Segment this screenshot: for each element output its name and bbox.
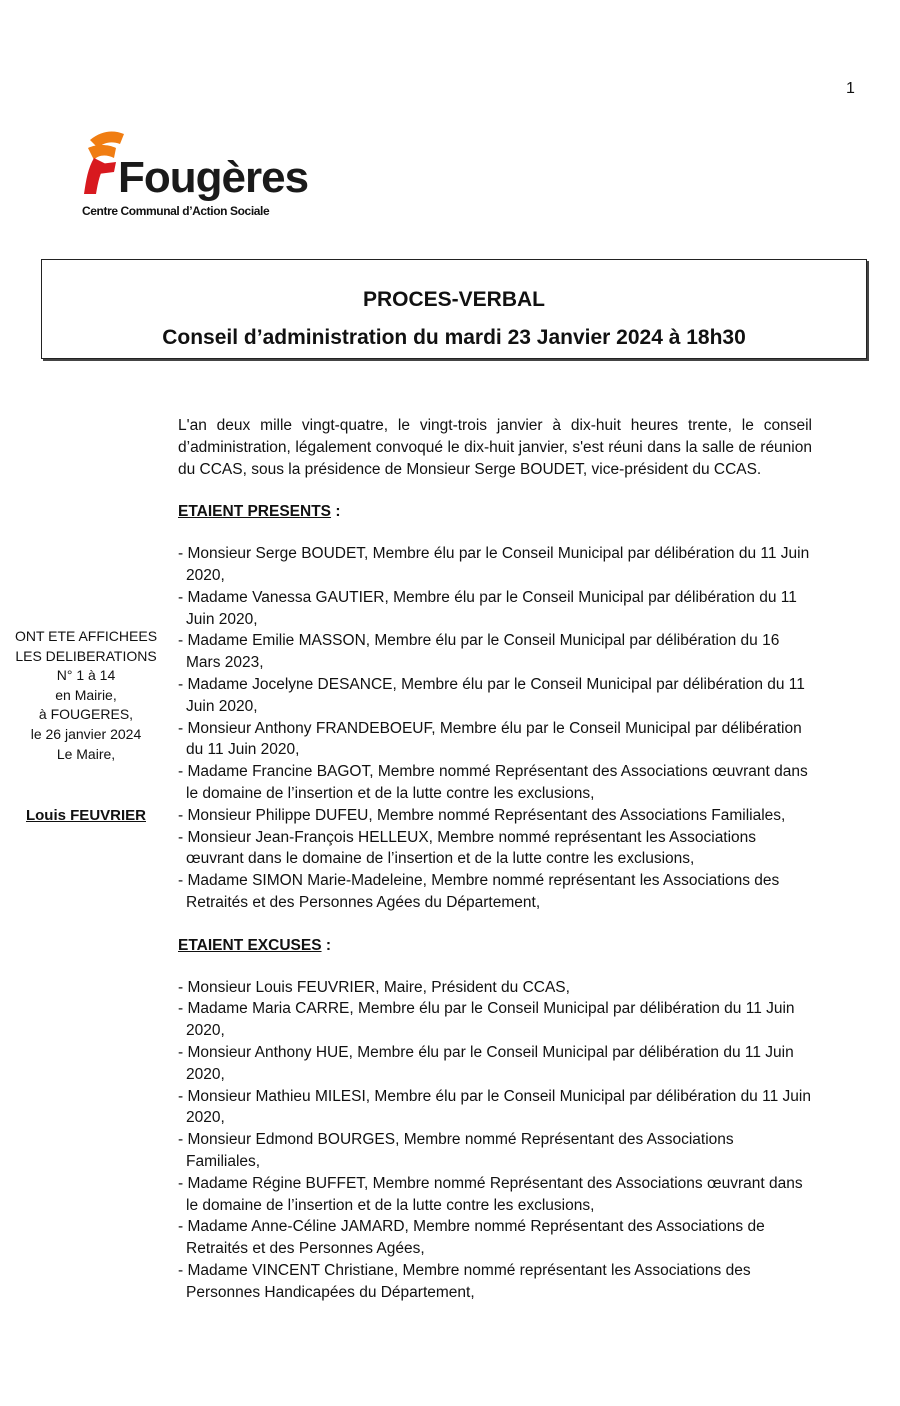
notice-line: ONT ETE AFFICHEES — [14, 628, 158, 644]
list-item: - Monsieur Serge BOUDET, Membre élu par le Conseil Municipal par délibération du 11 Juin 2020, — [178, 545, 810, 584]
list-item: - Madame Francine BAGOT, Membre nommé Représentant des Associations œuvrant dans le domaine de l’insertion et de la lutte contre les exclusions, — [178, 763, 808, 802]
page-number: 1 — [846, 80, 855, 97]
list-item: - Madame Régine BUFFET, Membre nommé Représentant des Associations œuvrant dans le domaine de l’insertion et de la lutte contre les exclusions, — [178, 1174, 803, 1214]
posting-notice — [14, 627, 158, 826]
document-subtitle: Conseil d’administration du mardi 23 Janvier 2024 à 18h30 — [162, 326, 746, 349]
title-box — [41, 259, 867, 359]
present-heading: ETAIENT PRESENTS : — [178, 503, 341, 521]
document-title: PROCES-VERBAL — [362, 288, 546, 311]
fougeres-logo-mark — [80, 128, 320, 204]
list-item: - Madame Vanessa GAUTIER, Membre élu par le Conseil Municipal par délibération du 11 Juin 2020, — [178, 588, 797, 628]
list-item: - Madame Jocelyne DESANCE, Membre élu par le Conseil Municipal par délibération du 11 Juin 2020, — [178, 675, 805, 715]
excused-list — [178, 977, 812, 1304]
notice-line: le 26 janvier 2024 — [30, 725, 142, 742]
mayor-signature-name: Louis FEUVRIER — [25, 807, 146, 825]
list-item: - Madame VINCENT Christiane, Membre nommé représentant les Associations des Personnes Handicapées du Département, — [178, 1261, 751, 1301]
list-item: - Monsieur Philippe DUFEU, Membre nommé Représentant des Associations Familiales, — [178, 806, 786, 824]
list-item: - Monsieur Anthony HUE, Membre élu par le Conseil Municipal par délibération du 11 Juin 2020, — [178, 1043, 794, 1083]
excused-heading: ETAIENT EXCUSES : — [178, 936, 332, 954]
list-item: - Madame Emilie MASSON, Membre élu par le Conseil Municipal par délibération du 16 Mars 2023, — [178, 632, 780, 672]
list-item: - Madame SIMON Marie-Madeleine, Membre nommé représentant les Associations des Retraités et des Personnes Agées du Département, — [178, 872, 780, 911]
logo-wordmark: Fougères — [118, 153, 309, 202]
notice-line: N° 1 à 14 — [56, 667, 116, 684]
list-item: - Madame Maria CARRE, Membre élu par le Conseil Municipal par délibération du 11 Juin 2020, — [178, 1000, 795, 1040]
cca-logo — [80, 128, 320, 228]
list-item: - Monsieur Mathieu MILESI, Membre élu par le Conseil Municipal par délibération du 11 Juin 2020, — [178, 1087, 811, 1127]
notice-line: Le Maire, — [56, 745, 116, 762]
list-item: - Madame Anne-Céline JAMARD, Membre nommé Représentant des Associations de Retraités et des Personnes Agées, — [178, 1218, 765, 1258]
present-list — [178, 543, 812, 914]
notice-line: LES DELIBERATIONS — [15, 647, 157, 664]
notice-line: à FOUGERES, — [38, 706, 134, 723]
list-item: - Monsieur Jean-François HELLEUX, Membre nommé représentant les Associations œuvrant dans le domaine de l’insertion et de la lutte contre les exclusions, — [178, 828, 757, 868]
intro-paragraph: L'an deux mille vingt-quatre, le vingt-trois janvier à dix-huit heures trente, le conseil d’administration, légalement convoqué le dix-huit janvier, s'est réuni dans la salle de réunion du CCAS, sous la présidence de Monsieur Serge BOUDET, vice-président du CCAS. — [178, 417, 812, 478]
document-body — [178, 415, 812, 1303]
logo-subtitle: Centre Communal d’Action Sociale — [82, 204, 270, 218]
list-item: - Monsieur Edmond BOURGES, Membre nommé Représentant des Associations Familiales, — [178, 1131, 734, 1170]
list-item: - Monsieur Louis FEUVRIER, Maire, Président du CCAS, — [178, 978, 570, 996]
notice-line: en Mairie, — [55, 686, 117, 703]
list-item: - Monsieur Anthony FRANDEBOEUF, Membre élu par le Conseil Municipal par délibération du 11 Juin 2020, — [178, 719, 802, 759]
